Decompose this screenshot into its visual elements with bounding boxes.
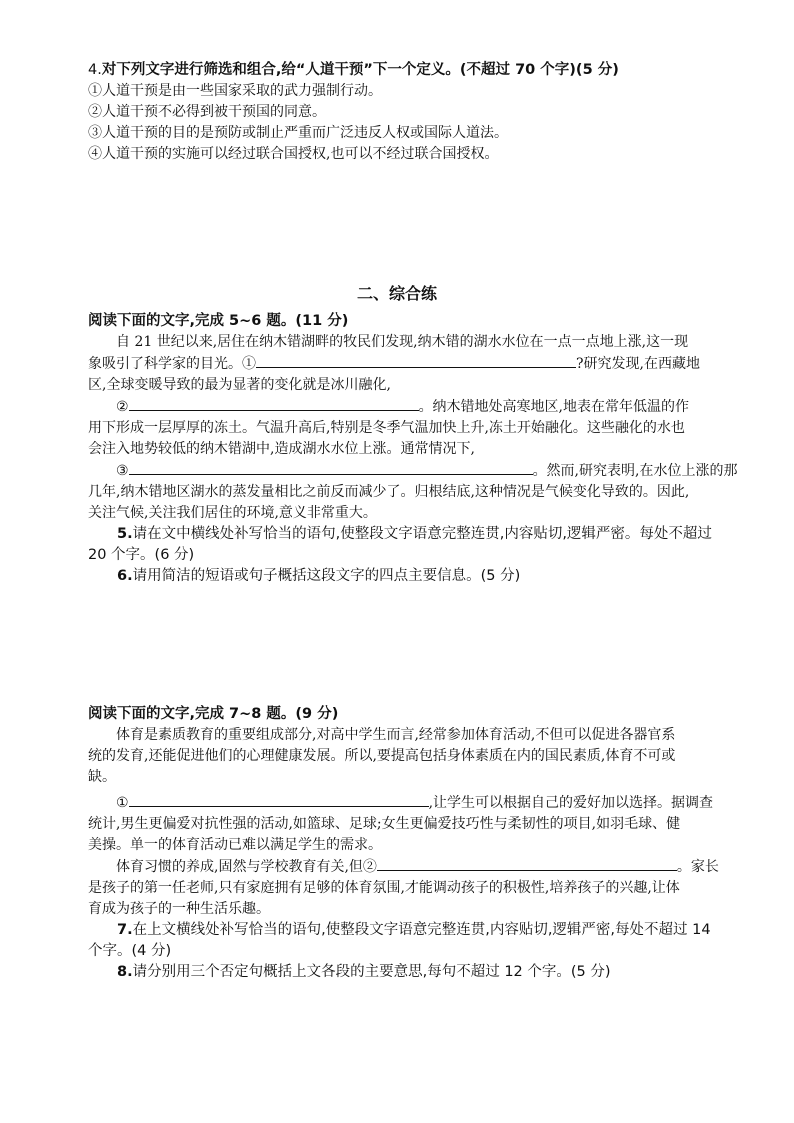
passage-1-header: 阅读下面的文字,完成 5~6 题。(11 分): [88, 313, 349, 329]
passage-1-text: 。纳木错地处高寒地区,地表在常年低温的作: [418, 399, 690, 415]
passage-2: [88, 704, 736, 983]
passage-1-text: ②: [116, 399, 129, 415]
passage-2-line: 美操。单一的体育活动已难以满足学生的需求。: [88, 837, 382, 853]
question-6: [88, 566, 736, 587]
passage-2-line: 是孩子的第一任老师,只有家庭拥有足够的体育氛围,才能调动孩子的积极性,培养孩子的兴趣,让体: [88, 880, 680, 896]
passage-1-text: 。然而,研究表明,在水位上涨的那: [532, 463, 738, 479]
blank-5[interactable]: [377, 856, 677, 871]
passage-1-text: ③: [116, 463, 129, 479]
blank-4[interactable]: [129, 792, 429, 807]
question-8-number: 8.: [117, 964, 133, 980]
passage-1-line: [88, 460, 736, 482]
question-7-text: 在上文横线处补写恰当的语句,使整段文字语意完整连贯,内容贴切,逻辑严密,每处不超过 14: [132, 922, 711, 938]
passage-1-text: 象吸引了科学家的目光。①: [88, 356, 256, 372]
question-7-number: 7.: [117, 922, 133, 938]
question-4-option-1: ①人道干预是由一些国家采取的武力强制行动。: [88, 83, 382, 99]
question-7-text-cont: 个字。(4 分): [88, 943, 172, 959]
passage-2-line: 体育是素质教育的重要组成部分,对高中学生而言,经常参加体育活动,不但可以促进各器官系: [116, 727, 676, 743]
question-7: [88, 920, 736, 941]
passage-1-text: ?研究发现,在西藏地: [576, 356, 700, 372]
question-4: [88, 60, 736, 165]
passage-1-line: 自 21 世纪以来,居住在纳木错湖畔的牧民们发现,纳木错的湖水水位在一点一点地上涨,这一现: [116, 334, 689, 350]
passage-2-line: 缺。: [88, 769, 116, 785]
question-8: [88, 962, 736, 983]
section-title: 二、综合练: [356, 284, 437, 303]
passage-1-line: 关注气候,关注我们居住的环境,意义非常重大。: [88, 505, 377, 521]
question-6-text: 请用简洁的短语或句子概括这段文字的四点主要信息。(5 分): [132, 568, 521, 584]
blank-1[interactable]: [256, 353, 576, 368]
question-5-number: 5.: [117, 526, 133, 542]
passage-1-line: 区,全球变暖导致的最为显著的变化就是冰川融化,: [88, 377, 391, 393]
blank-2[interactable]: [129, 396, 419, 411]
passage-2-line: [88, 856, 736, 878]
question-4-number: 4.: [88, 62, 102, 78]
question-5-text-cont: 20 个字。(6 分): [88, 547, 195, 563]
question-4-option-4: ④人道干预的实施可以经过联合国授权,也可以不经过联合国授权。: [88, 146, 499, 162]
passage-2-text: ,让学生可以根据自己的爱好加以选择。据调查: [428, 795, 714, 811]
question-4-text: 对下列文字进行筛选和组合,给“人道干预”下一个定义。(不超过 70 个字)(5 分): [101, 62, 619, 78]
passage-2-text: ①: [116, 795, 129, 811]
passage-1-line: 用下形成一层厚厚的冻土。气温升高后,特别是冬季气温加快上升,冻土开始融化。这些融化的水也: [88, 420, 685, 436]
question-6-number: 6.: [117, 568, 133, 584]
passage-1-line: [88, 396, 736, 418]
passage-2-line: [88, 792, 736, 814]
passage-2-line: 统计,男生更偏爱对抗性强的活动,如篮球、足球;女生更偏爱技巧性与柔韧性的项目,如羽毛球、健: [88, 816, 681, 832]
passage-1-line: 几年,纳木错地区湖水的蒸发量相比之前反而减少了。归根结底,这种情况是气候变化导致的。因此,: [88, 484, 690, 500]
passage-2-line: 育成为孩子的一种生活乐趣。: [88, 901, 270, 917]
passage-2-text: 体育习惯的养成,固然与学校教育有关,但②: [116, 859, 377, 875]
question-5: [88, 524, 736, 545]
passage-2-line: 统的发育,还能促进他们的心理健康发展。所以,要提高包括身体素质在内的国民素质,体育不可或: [88, 748, 676, 764]
passage-1-line: [88, 353, 736, 375]
question-8-text: 请分别用三个否定句概括上文各段的主要意思,每句不超过 12 个字。(5 分): [132, 964, 611, 980]
question-4-option-3: ③人道干预的目的是预防或制止严重而广泛违反人权或国际人道法。: [88, 125, 508, 141]
passage-2-text: 。家长: [676, 859, 719, 875]
blank-3[interactable]: [129, 460, 533, 475]
passage-1: [88, 311, 736, 587]
question-4-prompt: [88, 60, 736, 81]
passage-1-line: 会注入地势较低的纳木错湖中,造成湖水水位上涨。通常情况下,: [88, 441, 475, 457]
question-4-option-2: ②人道干预不必得到被干预国的同意。: [88, 104, 326, 120]
question-5-text: 请在文中横线处补写恰当的语句,使整段文字语意完整连贯,内容贴切,逻辑严密。每处不超过: [132, 526, 712, 542]
passage-2-header: 阅读下面的文字,完成 7~8 题。(9 分): [88, 706, 339, 722]
